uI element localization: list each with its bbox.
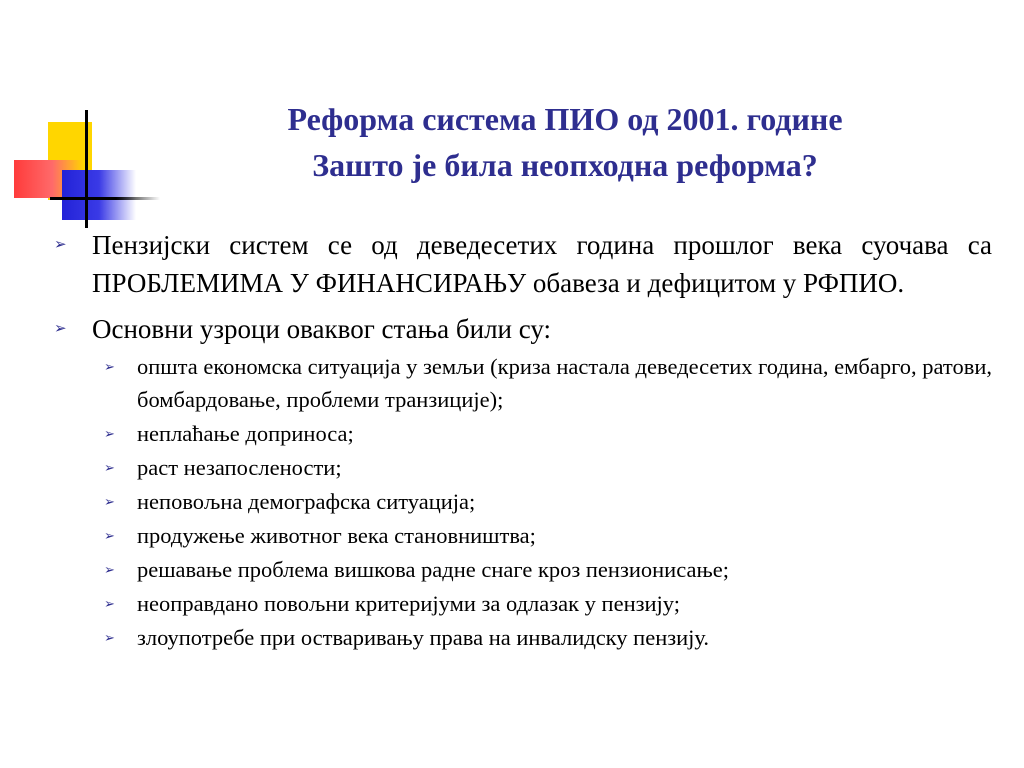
slide-content — [52, 226, 992, 654]
sub-bullet-item — [92, 621, 992, 654]
sub-bullet-text: злоупотребе при остваривању права на инвалидску пензију. — [137, 625, 710, 650]
sub-bullet-item — [92, 485, 992, 518]
sub-bullet-text: неоправдано повољни критеријуми за одлазак у пензију; — [137, 591, 681, 616]
slide-title — [150, 96, 980, 188]
sub-bullet-text: решавање проблема вишкова радне снаге кроз пензионисање; — [137, 557, 729, 582]
sub-bullet-text: раст незапослености; — [137, 455, 342, 480]
sub-bullet-item — [92, 519, 992, 552]
arrow-bullet-icon: ➢ — [54, 321, 67, 337]
sub-bullet-item — [92, 350, 992, 416]
title-line-1: Реформа система ПИО од 2001. године — [287, 101, 843, 137]
title-line-2: Зашто је била неопходна реформа? — [312, 147, 818, 183]
bullet-item — [52, 310, 992, 348]
bullet-text: Основни узроци оваквог стања били су: — [92, 314, 552, 344]
sub-bullet-text: општа економска ситуација у земљи (криза настала деведесетих година, ембарго, ратови, бомбардовање, проблеми транзиције); — [137, 354, 992, 412]
bullet-item — [52, 226, 992, 302]
sub-bullet-item — [92, 587, 992, 620]
sub-bullet-item — [92, 553, 992, 586]
arrow-bullet-icon: ➢ — [104, 630, 115, 645]
arrow-bullet-icon: ➢ — [104, 494, 115, 509]
logo-blue-bar — [62, 170, 136, 220]
logo-vertical-line — [85, 110, 88, 228]
arrow-bullet-icon: ➢ — [104, 460, 115, 475]
arrow-bullet-icon: ➢ — [104, 426, 115, 441]
sub-bullet-text: неплаћање доприноса; — [137, 421, 354, 446]
sub-bullet-text: продужење животног века становништва; — [137, 523, 536, 548]
sub-bullet-text: неповољна демографска ситуација; — [137, 489, 476, 514]
sub-bullet-item — [92, 451, 992, 484]
arrow-bullet-icon: ➢ — [104, 596, 115, 611]
arrow-bullet-icon: ➢ — [54, 237, 67, 253]
logo-horizontal-line — [50, 197, 160, 200]
sub-bullet-item — [92, 417, 992, 450]
arrow-bullet-icon: ➢ — [104, 359, 115, 374]
bullet-text: Пензијски систем се од деведесетих година прошлог века суочава са ПРОБЛЕМИМА У ФИНАНСИРАЊУ обавеза и дефицитом у РФПИО. — [92, 230, 992, 298]
arrow-bullet-icon: ➢ — [104, 562, 115, 577]
arrow-bullet-icon: ➢ — [104, 528, 115, 543]
decorative-logo — [0, 0, 160, 240]
